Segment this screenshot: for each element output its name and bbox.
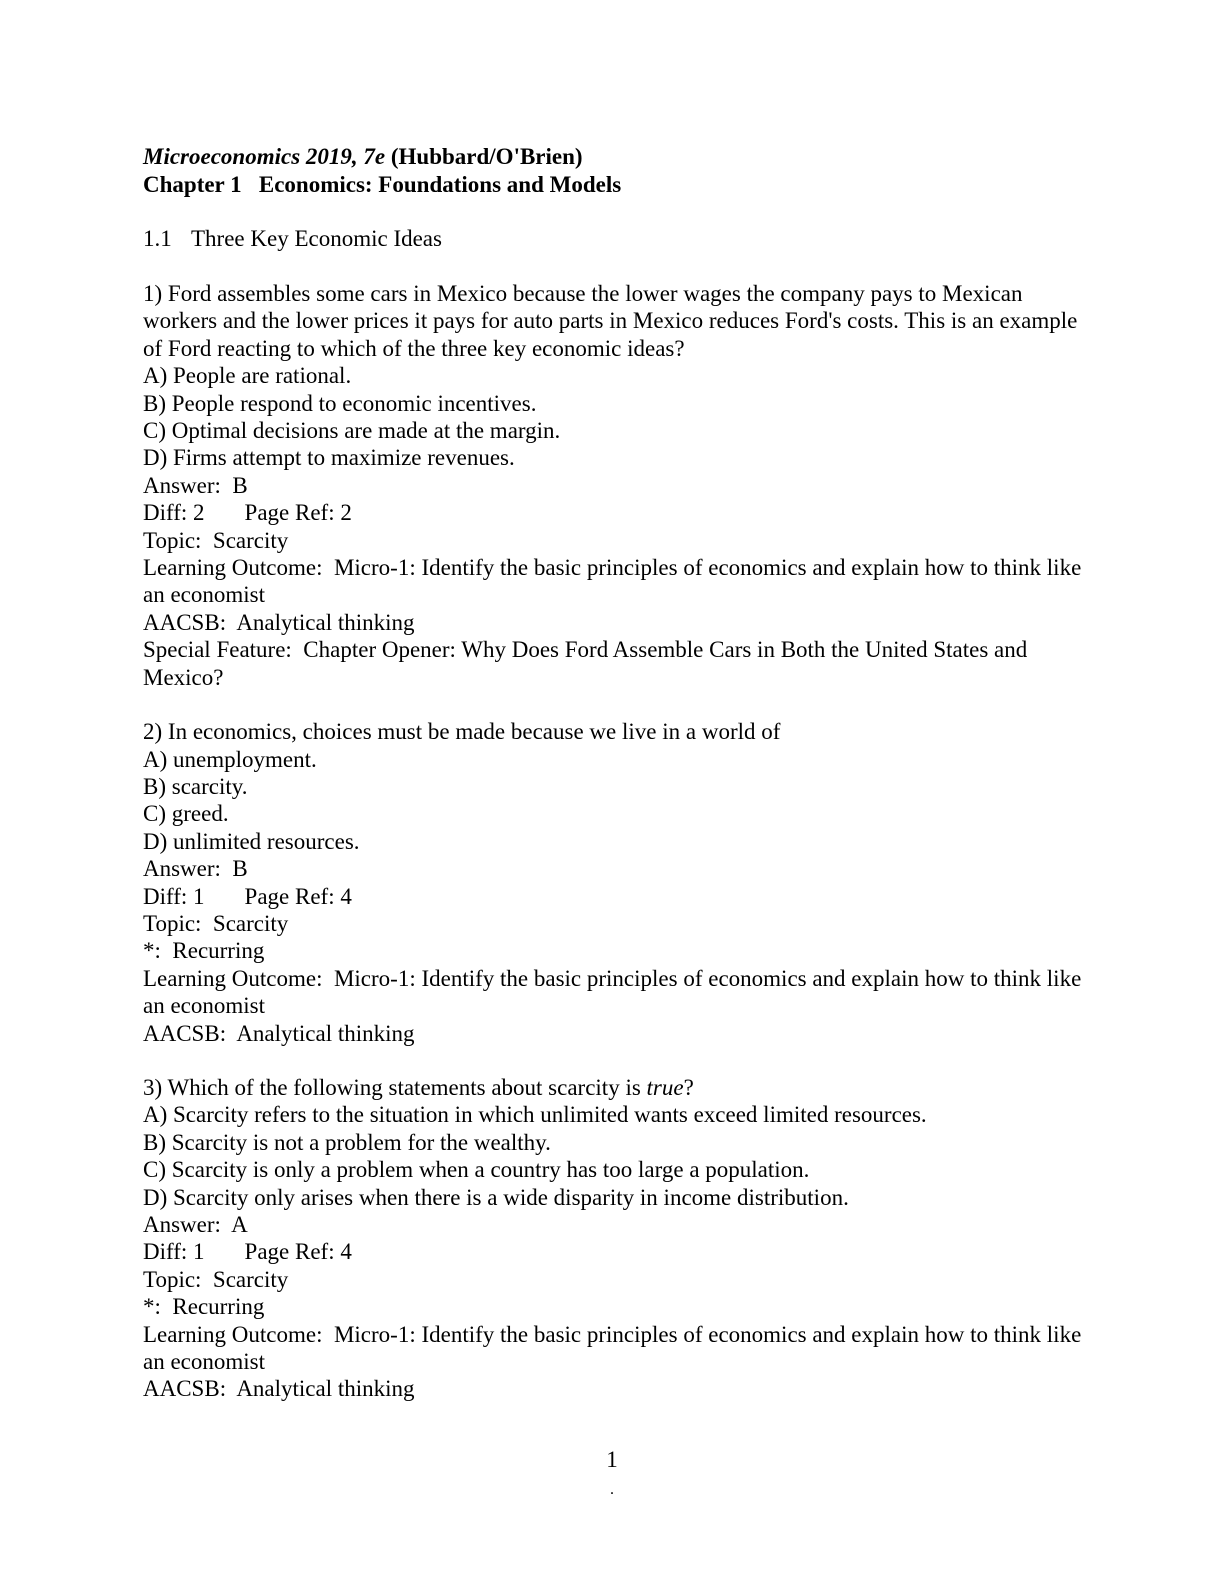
question-stem: 2) In economics, choices must be made because we live in a world of: [143, 719, 781, 745]
question-1: [143, 280, 1088, 691]
page-ref: Page Ref: 4: [244, 883, 352, 909]
aacsb: AACSB: Analytical thinking: [143, 1376, 415, 1402]
book-title-line: [143, 143, 1083, 171]
aacsb: AACSB: Analytical thinking: [143, 609, 415, 635]
question-stem: 1) Ford assembles some cars in Mexico because the lower wages the company pays to Mexican workers and the lower prices it pays for auto parts in Mexico reduces Ford's costs. This is an example of Ford reacting to which of the three key economic ideas?: [143, 281, 1078, 361]
option-c: C) Scarcity is only a problem when a country has too large a population.: [143, 1157, 810, 1183]
topic: Topic: Scarcity: [143, 1266, 289, 1292]
option-a: A) People are rational.: [143, 363, 352, 389]
learning-outcome: Learning Outcome: Micro-1: Identify the basic principles of economics and explain how to think like an economist: [143, 965, 1088, 1019]
section-title: Three Key Economic Ideas: [191, 226, 442, 251]
recurring: *: Recurring: [143, 1294, 265, 1320]
difficulty: Diff: 1: [143, 883, 205, 909]
question-3: [143, 1074, 1088, 1403]
answer: Answer: B: [143, 472, 248, 498]
page-ref: Page Ref: 2: [244, 500, 352, 526]
question-2: [143, 718, 1088, 1047]
section-number: 1.1: [143, 226, 172, 251]
diff-pageref: [143, 499, 1083, 526]
topic: Topic: Scarcity: [143, 527, 289, 553]
stem-end: ?: [683, 1074, 694, 1100]
page-footer-dot: .: [610, 1481, 614, 1498]
page-ref: Page Ref: 4: [244, 1239, 352, 1265]
option-d: D) Firms attempt to maximize revenues.: [143, 445, 515, 471]
difficulty: Diff: 2: [143, 500, 205, 526]
special-feature: Special Feature: Chapter Opener: Why Does Ford Assemble Cars in Both the United States and Mexico?: [143, 637, 1034, 690]
chapter-title: Chapter 1 Economics: Foundations and Models: [143, 172, 622, 197]
option-a: A) unemployment.: [143, 746, 317, 772]
stem-emphasis: true: [646, 1074, 684, 1100]
answer: Answer: A: [143, 1212, 248, 1237]
page-number: 1: [606, 1447, 618, 1472]
topic: Topic: Scarcity: [143, 910, 289, 936]
option-d: D) unlimited resources.: [143, 828, 360, 854]
book-authors: (Hubbard/O'Brien): [385, 144, 583, 169]
option-c: C) greed.: [143, 801, 229, 827]
option-b: B) scarcity.: [143, 773, 248, 799]
option-b: B) People respond to economic incentives.: [143, 390, 537, 416]
diff-pageref: [143, 883, 1083, 910]
recurring: *: Recurring: [143, 938, 265, 964]
option-b: B) Scarcity is not a problem for the wealthy.: [143, 1129, 551, 1155]
option-c: C) Optimal decisions are made at the margin.: [143, 418, 561, 444]
learning-outcome: Learning Outcome: Micro-1: Identify the basic principles of economics and explain how to think like an economist: [143, 1321, 1088, 1375]
option-d: D) Scarcity only arises when there is a wide disparity in income distribution.: [143, 1184, 849, 1210]
book-title: Microeconomics 2019, 7e: [143, 144, 386, 169]
section-heading: [143, 225, 1083, 253]
learning-outcome: Learning Outcome: Micro-1: Identify the basic principles of economics and explain how to think like an economist: [143, 555, 1088, 608]
document-page: [143, 143, 1088, 1403]
diff-pageref: [143, 1238, 1083, 1265]
question-stem: [143, 1074, 1083, 1101]
difficulty: Diff: 1: [143, 1239, 205, 1265]
option-a: A) Scarcity refers to the situation in which unlimited wants exceed limited resources.: [143, 1102, 927, 1128]
document-title: [143, 143, 1083, 199]
answer: Answer: B: [143, 856, 248, 882]
aacsb: AACSB: Analytical thinking: [143, 1020, 415, 1046]
stem-text: 3) Which of the following statements about scarcity is: [143, 1074, 647, 1100]
